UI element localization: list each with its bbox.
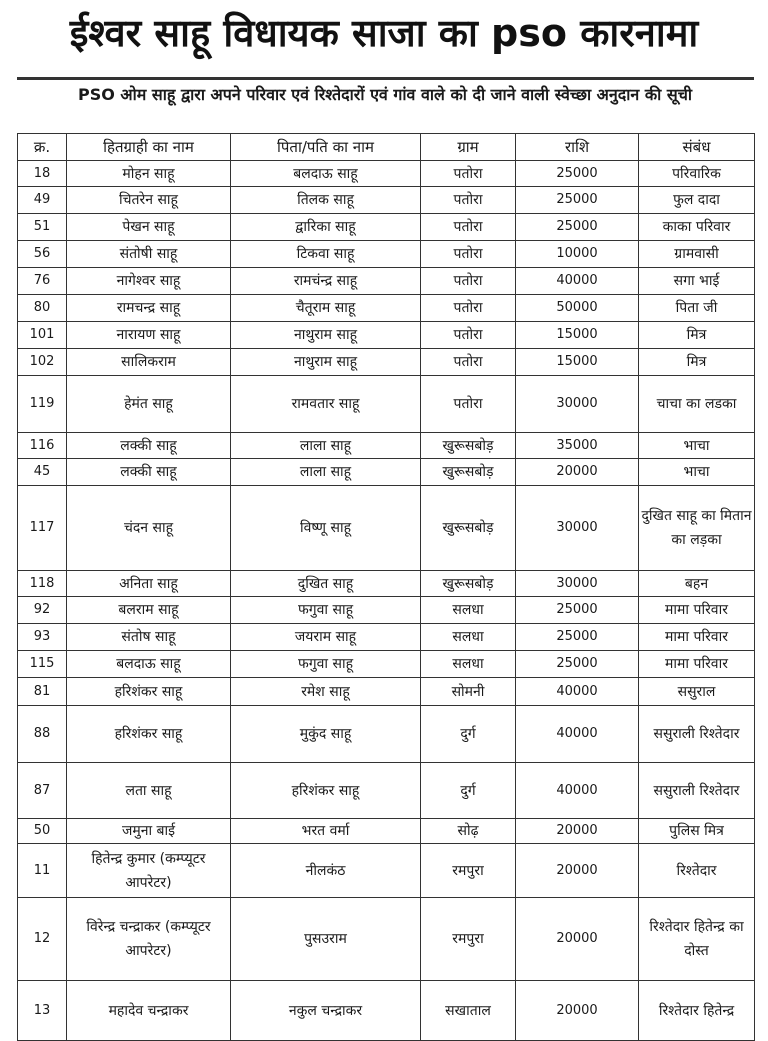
cell-beneficiary-name: नागेश्वर साहू xyxy=(67,268,231,295)
cell-father-husband-name: पुसउराम xyxy=(231,898,421,981)
cell-relation: ग्रामवासी xyxy=(639,241,755,268)
cell-amount: 20000 xyxy=(516,981,639,1041)
cell-father-husband-name: तिलक साहू xyxy=(231,187,421,214)
header-beneficiary-name: हितग्राही का नाम xyxy=(67,134,231,161)
cell-beneficiary-name: चितरेन साहू xyxy=(67,187,231,214)
cell-village: खुरूसबोड़ xyxy=(421,486,516,571)
cell-village: पतोरा xyxy=(421,349,516,376)
cell-village: सलधा xyxy=(421,624,516,651)
cell-village: सलधा xyxy=(421,597,516,624)
cell-relation: मामा परिवार xyxy=(639,624,755,651)
cell-relation: फुल दादा xyxy=(639,187,755,214)
cell-amount: 40000 xyxy=(516,706,639,763)
cell-village: खुरूसबोड़ xyxy=(421,433,516,459)
cell-village: पतोरा xyxy=(421,161,516,187)
cell-father-husband-name: रमेश साहू xyxy=(231,678,421,706)
cell-serial: 13 xyxy=(18,981,67,1041)
cell-serial: 92 xyxy=(18,597,67,624)
table-row xyxy=(18,571,755,597)
cell-amount: 40000 xyxy=(516,763,639,819)
cell-father-husband-name: फगुवा साहू xyxy=(231,651,421,678)
table-row xyxy=(18,706,755,763)
cell-beneficiary-name: संतोष साहू xyxy=(67,624,231,651)
cell-serial: 101 xyxy=(18,322,67,349)
cell-village: पतोरा xyxy=(421,241,516,268)
cell-amount: 35000 xyxy=(516,433,639,459)
cell-serial: 76 xyxy=(18,268,67,295)
cell-amount: 40000 xyxy=(516,678,639,706)
table-row xyxy=(18,844,755,898)
cell-serial: 81 xyxy=(18,678,67,706)
cell-father-husband-name: चैतूराम साहू xyxy=(231,295,421,322)
cell-beneficiary-name: विरेन्द्र चन्द्राकर (कम्प्यूटर आपरेटर) xyxy=(67,898,231,981)
cell-relation: चाचा का लडका xyxy=(639,376,755,433)
cell-relation: परिवारिक xyxy=(639,161,755,187)
cell-serial: 50 xyxy=(18,819,67,844)
cell-serial: 115 xyxy=(18,651,67,678)
cell-amount: 25000 xyxy=(516,597,639,624)
cell-father-husband-name: नाथुराम साहू xyxy=(231,349,421,376)
table-header-row xyxy=(18,134,755,161)
cell-beneficiary-name: रामचन्द्र साहू xyxy=(67,295,231,322)
table-row xyxy=(18,819,755,844)
cell-relation: दुखित साहू का मितान का लड़का xyxy=(639,486,755,571)
cell-serial: 117 xyxy=(18,486,67,571)
cell-serial: 87 xyxy=(18,763,67,819)
cell-father-husband-name: हरिशंकर साहू xyxy=(231,763,421,819)
cell-amount: 20000 xyxy=(516,459,639,486)
table-row xyxy=(18,322,755,349)
table-row xyxy=(18,161,755,187)
cell-father-husband-name: लाला साहू xyxy=(231,459,421,486)
cell-serial: 118 xyxy=(18,571,67,597)
page-title: ईश्वर साहू विधायक साजा का pso कारनामा xyxy=(69,11,699,55)
cell-beneficiary-name: अनिता साहू xyxy=(67,571,231,597)
cell-village: रमपुरा xyxy=(421,844,516,898)
cell-relation: मित्र xyxy=(639,322,755,349)
cell-amount: 25000 xyxy=(516,187,639,214)
cell-father-husband-name: नकुल चन्द्राकर xyxy=(231,981,421,1041)
header-amount: राशि xyxy=(516,134,639,161)
cell-father-husband-name: मुकुंद साहू xyxy=(231,706,421,763)
cell-amount: 25000 xyxy=(516,161,639,187)
cell-beneficiary-name: चंदन साहू xyxy=(67,486,231,571)
table-row xyxy=(18,241,755,268)
cell-relation: रिश्तेदार हितेन्द्र xyxy=(639,981,755,1041)
cell-beneficiary-name: लता साहू xyxy=(67,763,231,819)
cell-father-husband-name: भरत वर्मा xyxy=(231,819,421,844)
cell-serial: 11 xyxy=(18,844,67,898)
cell-amount: 25000 xyxy=(516,624,639,651)
cell-amount: 30000 xyxy=(516,571,639,597)
header-village: ग्राम xyxy=(421,134,516,161)
cell-relation: मित्र xyxy=(639,349,755,376)
cell-amount: 15000 xyxy=(516,349,639,376)
cell-father-husband-name: फगुवा साहू xyxy=(231,597,421,624)
cell-serial: 119 xyxy=(18,376,67,433)
cell-village: सलधा xyxy=(421,651,516,678)
cell-amount: 20000 xyxy=(516,819,639,844)
cell-father-husband-name: द्वारिका साहू xyxy=(231,214,421,241)
cell-serial: 102 xyxy=(18,349,67,376)
cell-father-husband-name: नीलकंठ xyxy=(231,844,421,898)
cell-beneficiary-name: जमुना बाई xyxy=(67,819,231,844)
table-row xyxy=(18,624,755,651)
cell-amount: 20000 xyxy=(516,844,639,898)
cell-village: खुरूसबोड़ xyxy=(421,459,516,486)
cell-village: पतोरा xyxy=(421,214,516,241)
document-subtitle: PSO ओम साहू द्वारा अपने परिवार एवं रिश्तेदारों एवं गांव वाले को दी जाने वाली स्वेच्छा अनुदान की सूची xyxy=(78,85,692,104)
table-row xyxy=(18,678,755,706)
cell-relation: रिश्तेदार हितेन्द्र का दोस्त xyxy=(639,898,755,981)
cell-beneficiary-name: सालिकराम xyxy=(67,349,231,376)
cell-relation: सगा भाई xyxy=(639,268,755,295)
cell-village: पतोरा xyxy=(421,295,516,322)
cell-amount: 15000 xyxy=(516,322,639,349)
cell-father-husband-name: टिकवा साहू xyxy=(231,241,421,268)
cell-serial: 49 xyxy=(18,187,67,214)
cell-beneficiary-name: पेखन साहू xyxy=(67,214,231,241)
cell-beneficiary-name: हरिशंकर साहू xyxy=(67,678,231,706)
cell-serial: 18 xyxy=(18,161,67,187)
table-row xyxy=(18,295,755,322)
table-row xyxy=(18,376,755,433)
cell-relation: काका परिवार xyxy=(639,214,755,241)
table-row xyxy=(18,597,755,624)
table-row xyxy=(18,459,755,486)
cell-beneficiary-name: हेमंत साहू xyxy=(67,376,231,433)
table-row xyxy=(18,651,755,678)
cell-father-husband-name: रामवतार साहू xyxy=(231,376,421,433)
cell-serial: 51 xyxy=(18,214,67,241)
cell-beneficiary-name: हरिशंकर साहू xyxy=(67,706,231,763)
cell-beneficiary-name: संतोषी साहू xyxy=(67,241,231,268)
header-relation: संबंध xyxy=(639,134,755,161)
beneficiary-table xyxy=(17,133,755,1041)
cell-relation: पिता जी xyxy=(639,295,755,322)
cell-serial: 12 xyxy=(18,898,67,981)
table-row xyxy=(18,763,755,819)
table-row xyxy=(18,349,755,376)
cell-village: पतोरा xyxy=(421,268,516,295)
cell-relation: ससुराली रिश्तेदार xyxy=(639,706,755,763)
cell-village: पतोरा xyxy=(421,187,516,214)
cell-beneficiary-name: बलदाऊ साहू xyxy=(67,651,231,678)
cell-amount: 40000 xyxy=(516,268,639,295)
table-row xyxy=(18,268,755,295)
cell-village: दुर्ग xyxy=(421,706,516,763)
header-serial: क्र. xyxy=(18,134,67,161)
cell-father-husband-name: नाथुराम साहू xyxy=(231,322,421,349)
table-row xyxy=(18,981,755,1041)
cell-amount: 20000 xyxy=(516,898,639,981)
cell-beneficiary-name: लक्की साहू xyxy=(67,459,231,486)
cell-amount: 25000 xyxy=(516,214,639,241)
cell-serial: 116 xyxy=(18,433,67,459)
cell-amount: 25000 xyxy=(516,651,639,678)
cell-relation: बहन xyxy=(639,571,755,597)
cell-father-husband-name: बलदाऊ साहू xyxy=(231,161,421,187)
cell-amount: 50000 xyxy=(516,295,639,322)
cell-father-husband-name: जयराम साहू xyxy=(231,624,421,651)
cell-relation: भाचा xyxy=(639,433,755,459)
divider xyxy=(17,77,754,80)
cell-beneficiary-name: मोहन साहू xyxy=(67,161,231,187)
cell-serial: 56 xyxy=(18,241,67,268)
table-row xyxy=(18,214,755,241)
cell-beneficiary-name: लक्की साहू xyxy=(67,433,231,459)
cell-relation: ससुराल xyxy=(639,678,755,706)
cell-village: रमपुरा xyxy=(421,898,516,981)
cell-relation: मामा परिवार xyxy=(639,597,755,624)
cell-beneficiary-name: हितेन्द्र कुमार (कम्प्यूटर आपरेटर) xyxy=(67,844,231,898)
cell-relation: रिश्तेदार xyxy=(639,844,755,898)
table-row xyxy=(18,187,755,214)
cell-amount: 30000 xyxy=(516,486,639,571)
cell-amount: 10000 xyxy=(516,241,639,268)
cell-village: सोढ़ xyxy=(421,819,516,844)
table-row xyxy=(18,898,755,981)
cell-father-husband-name: दुखित साहू xyxy=(231,571,421,597)
cell-father-husband-name: विष्णू साहू xyxy=(231,486,421,571)
cell-serial: 93 xyxy=(18,624,67,651)
cell-serial: 80 xyxy=(18,295,67,322)
cell-relation: ससुराली रिश्तेदार xyxy=(639,763,755,819)
table-row xyxy=(18,486,755,571)
cell-village: सखाताल xyxy=(421,981,516,1041)
cell-beneficiary-name: महादेव चन्द्राकर xyxy=(67,981,231,1041)
cell-amount: 30000 xyxy=(516,376,639,433)
header-father-husband-name: पिता/पति का नाम xyxy=(231,134,421,161)
cell-relation: मामा परिवार xyxy=(639,651,755,678)
cell-relation: पुलिस मित्र xyxy=(639,819,755,844)
cell-father-husband-name: लाला साहू xyxy=(231,433,421,459)
cell-relation: भाचा xyxy=(639,459,755,486)
cell-serial: 88 xyxy=(18,706,67,763)
cell-village: दुर्ग xyxy=(421,763,516,819)
cell-village: पतोरा xyxy=(421,376,516,433)
cell-beneficiary-name: बलराम साहू xyxy=(67,597,231,624)
table-row xyxy=(18,433,755,459)
cell-father-husband-name: रामचंन्द्र साहू xyxy=(231,268,421,295)
cell-village: पतोरा xyxy=(421,322,516,349)
cell-serial: 45 xyxy=(18,459,67,486)
cell-beneficiary-name: नारायण साहू xyxy=(67,322,231,349)
cell-village: खुरूसबोड़ xyxy=(421,571,516,597)
cell-village: सोमनी xyxy=(421,678,516,706)
